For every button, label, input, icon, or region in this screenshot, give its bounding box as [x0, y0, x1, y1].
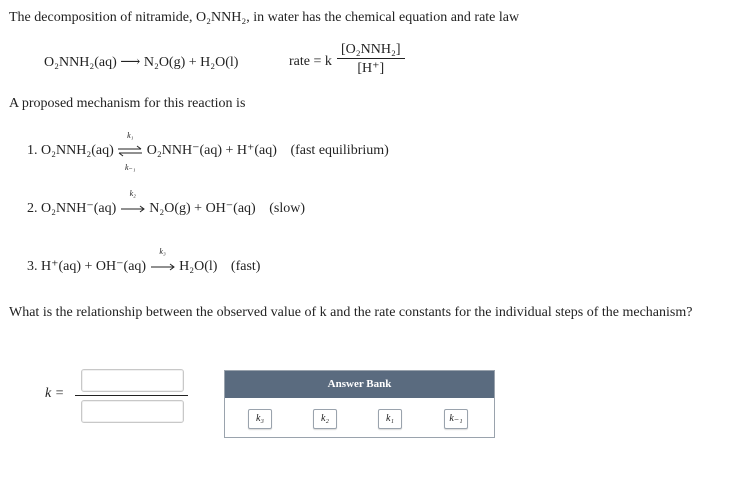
rate-constant-label: k₃: [159, 246, 166, 256]
answer-chip-k-minus-1[interactable]: k₋₁: [444, 409, 468, 429]
answer-chip-k2[interactable]: k₂: [313, 409, 337, 429]
step-right: O₂NNH⁻(aq) + H⁺(aq): [146, 143, 277, 158]
rate-law-numerator: [O₂NNH₂]: [337, 42, 405, 59]
answer-label: k =: [45, 386, 65, 401]
step-note: (fast equilibrium): [290, 143, 389, 158]
reaction-arrow-icon: [120, 188, 146, 217]
mechanism-step-3: [27, 246, 261, 280]
equilibrium-arrow-svg: [117, 143, 143, 159]
numerator-drop-zone[interactable]: [81, 369, 184, 392]
answer-chip-k1[interactable]: k₁: [378, 409, 402, 429]
step-right: H₂O(l): [179, 259, 218, 274]
step-left: O₂NNH₂(aq): [41, 143, 114, 158]
mechanism-intro: A proposed mechanism for this reaction is: [9, 96, 246, 111]
reaction-arrow-icon: ⟶: [120, 55, 141, 70]
step-number: 2.: [27, 201, 38, 216]
forward-arrow-svg: [120, 201, 146, 217]
rate-law-prefix: rate = k: [289, 54, 332, 69]
equation-reactant: O₂NNH₂(aq): [44, 55, 117, 70]
reaction-arrow-icon: [150, 246, 176, 275]
answer-bank-title: Answer Bank: [225, 371, 494, 398]
step-number: 1.: [27, 143, 38, 158]
equilibrium-arrow-icon: [117, 130, 143, 172]
step-number: 3.: [27, 259, 38, 274]
step-note: (slow): [269, 201, 306, 216]
mechanism-step-1: [27, 130, 389, 174]
question-text: What is the relationship between the observed value of k and the rate constants for the individual steps of the mechanism?: [9, 305, 693, 320]
denominator-drop-zone[interactable]: [81, 400, 184, 423]
step-left: H⁺(aq) + OH⁻(aq): [41, 259, 147, 274]
rate-law-denominator: [H⁺]: [357, 61, 385, 76]
step-note: (fast): [230, 259, 261, 274]
step-right: N₂O(g) + OH⁻(aq): [149, 201, 256, 216]
fraction-bar: [75, 395, 188, 396]
rate-law-fraction: [337, 42, 405, 77]
answer-chip-k3[interactable]: k₃: [248, 409, 272, 429]
rate-constant-label: k₂: [129, 188, 136, 198]
answer-bank: [224, 370, 495, 438]
step-left: O₂NNH⁻(aq): [41, 201, 117, 216]
equation-products: N₂O(g) + H₂O(l): [143, 55, 239, 70]
forward-arrow-svg: [150, 259, 176, 275]
rate-constant-label: k₋₁: [124, 162, 136, 172]
rate-constant-label: k₁: [127, 130, 134, 140]
overall-equation: [44, 54, 238, 71]
mechanism-step-2: [27, 188, 306, 222]
intro-text: The decomposition of nitramide, O₂NNH₂, in water has the chemical equation and rate law: [9, 10, 520, 25]
